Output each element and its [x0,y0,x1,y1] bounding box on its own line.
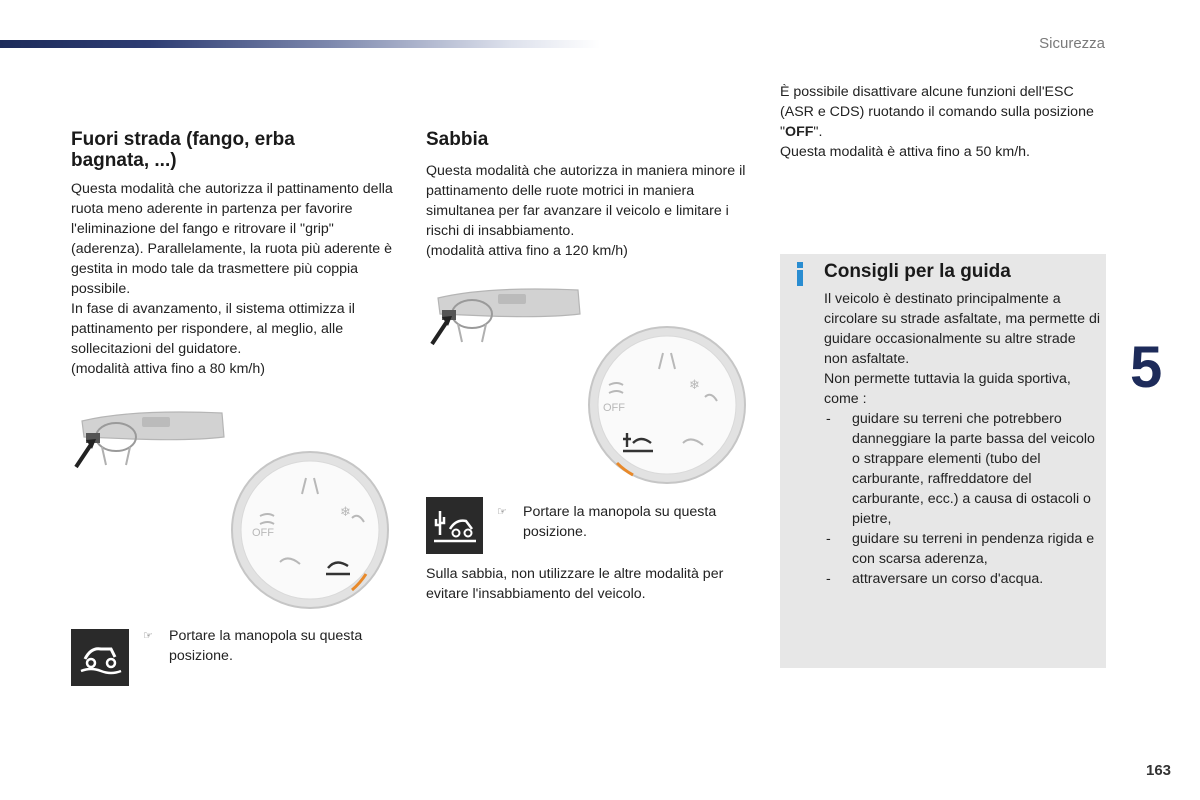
tips-paragraph: Il veicolo è destinato principalmente a circolare su strade asfaltate, ma permette di guidare occasionalmente su altre strade non asfaltate. [824,291,1100,367]
terrain-selector-dial [587,325,747,485]
svg-text:❄: ❄ [340,505,351,520]
offroad-heading: Fuori strada (fango, erba bagnata, ...) [71,129,295,171]
offroad-instruction-text: Portare la manopola su questa posizione. [169,628,363,664]
sand-instruction-text: Portare la manopola su questa posizione. [523,504,717,540]
off-keyword: OFF [785,124,814,140]
dial-off-label: OFF [252,527,274,539]
offroad-instruction [143,626,393,666]
terrain-selector-dial [230,450,390,610]
dashboard-illustration [72,407,232,469]
svg-text:❄: ❄ [689,378,700,393]
offroad-description [71,179,396,379]
tips-list [824,409,1102,589]
sand-speed-note: (modalità attiva fino a 120 km/h) [426,243,628,259]
sand-description [426,161,756,261]
hand-pointer-icon: ☞ [143,630,153,642]
mud-mode-icon-box [71,629,129,686]
dial-off-label: OFF [603,402,625,414]
esc-off-intro-end: ". [813,124,823,140]
dashboard-illustration [428,284,588,346]
driving-tips-body [824,289,1102,589]
esc-off-text [780,82,1110,162]
esc-off-speed-note: Questa modalità è attiva fino a 50 km/h. [780,144,1030,160]
list-item: - guidare su terreni che potrebbero danneggiare la parte bassa del veicolo o strappare elementi (tubo del carburante, raffreddatore del carburante, ecc.) a causa di ostacoli o pietre, [824,409,1102,529]
driving-tips-heading: Consigli per la guida [824,261,1011,282]
esc-off-intro [780,82,1110,142]
tips-paragraph: Non permette tuttavia la guida sportiva, come : [824,371,1071,407]
header-gradient-bar [0,40,600,48]
page-number: 163 [1146,762,1172,779]
sand-heading: Sabbia [426,129,489,150]
sand-mode-icon-box [426,497,483,554]
sand-mode-icon [426,497,483,554]
hand-pointer-icon: ☞ [497,506,507,518]
offroad-paragraph: Questa modalità che autorizza il pattinamento della ruota meno aderente in partenza per favorire l'eliminazione del fango e ritrovare il "grip" (aderenza). Parallelamente, la ruota più aderente è gestita in modo tale da trasmettere più coppia possibile. [71,181,393,297]
mud-mode-icon [71,629,129,686]
offroad-paragraph: In fase di avanzamento, il sistema ottimizza il pattinamento per rispondere, al meglio, alle sollecitazioni del guidatore. [71,301,355,357]
sand-warning: Sulla sabbia, non utilizzare le altre modalità per evitare l'insabbiamento del veicolo. [426,566,724,602]
offroad-speed-note: (modalità attiva fino a 80 km/h) [71,361,265,377]
list-item: - attraversare un corso d'acqua. [824,569,1102,589]
sand-paragraph: Questa modalità che autorizza in maniera minore il pattinamento delle ruote motrici in maniera simultanea per far avanzare il veicolo e limitare i rischi di insabbiamento. [426,163,746,239]
esc-off-intro-text: È possibile disattivare alcune funzioni dell'ESC (ASR e CDS) ruotando il comando sulla posizione " [780,84,1094,140]
list-item: - guidare su terreni in pendenza rigida e con scarsa aderenza, [824,529,1102,569]
section-title: Sicurezza [1039,35,1105,52]
info-icon [796,262,804,286]
sand-instruction [497,502,747,542]
chapter-number: 5 [1130,335,1163,400]
